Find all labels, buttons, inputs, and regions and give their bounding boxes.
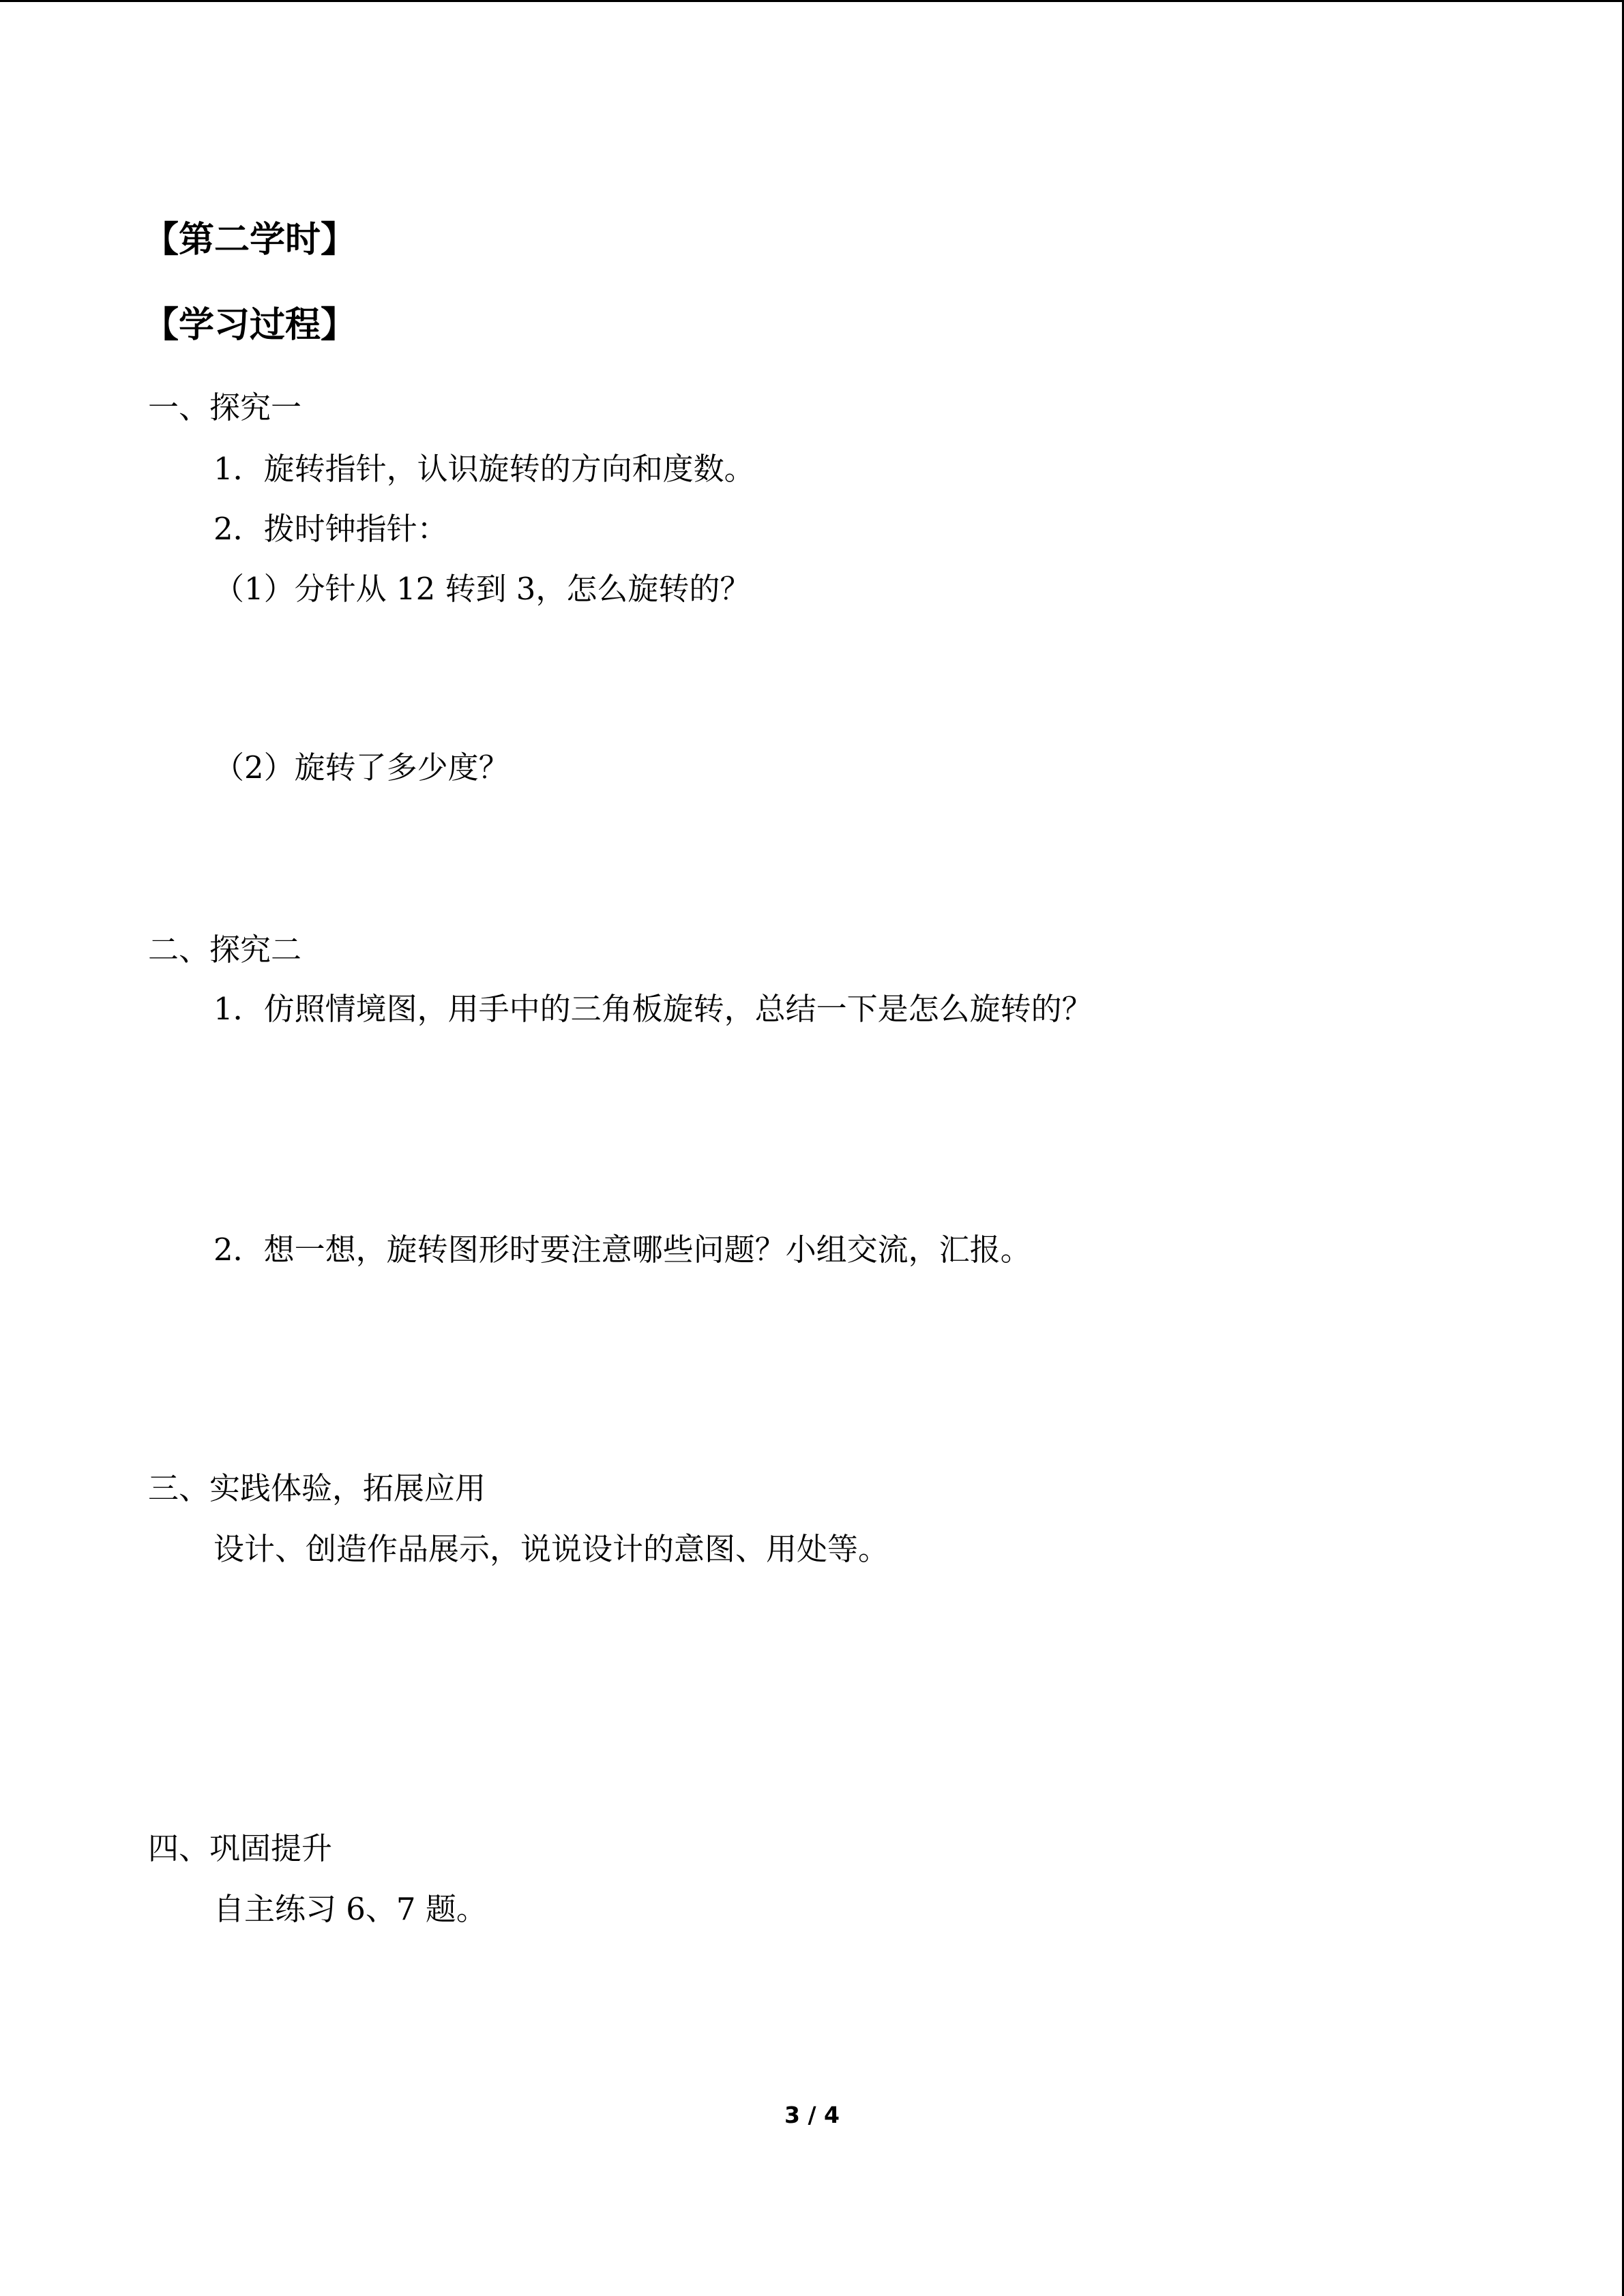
section4-text: 自主练习 6、7 题。 — [213, 1891, 487, 1927]
process-heading: 【学习过程】 — [143, 305, 357, 346]
section1-title: 一、探究一 — [148, 389, 302, 426]
section1-sub1: （1）分针从 12 转到 3，怎么旋转的？ — [213, 571, 751, 607]
section1-item1: 1．旋转指针，认识旋转的方向和度数。 — [213, 451, 755, 487]
section2-item2: 2．想一想，旋转图形时要注意哪些问题？小组交流，汇报。 — [213, 1232, 1031, 1268]
lesson-heading: 【第二学时】 — [143, 220, 357, 260]
section3-title: 三、实践体验，拓展应用 — [148, 1470, 486, 1506]
section4-title: 四、巩固提升 — [148, 1830, 333, 1866]
section1-sub2: （2）旋转了多少度？ — [213, 749, 510, 786]
section1-item2: 2．拨时钟指针： — [213, 511, 448, 547]
section2-title: 二、探究二 — [148, 931, 302, 968]
top-border — [0, 0, 1624, 2]
section3-text: 设计、创造作品展示，说说设计的意图、用处等。 — [213, 1531, 889, 1567]
page-number: 3 / 4 — [784, 2102, 840, 2128]
section2-item1: 1．仿照情境图，用手中的三角板旋转，总结一下是怎么旋转的？ — [213, 991, 1093, 1027]
